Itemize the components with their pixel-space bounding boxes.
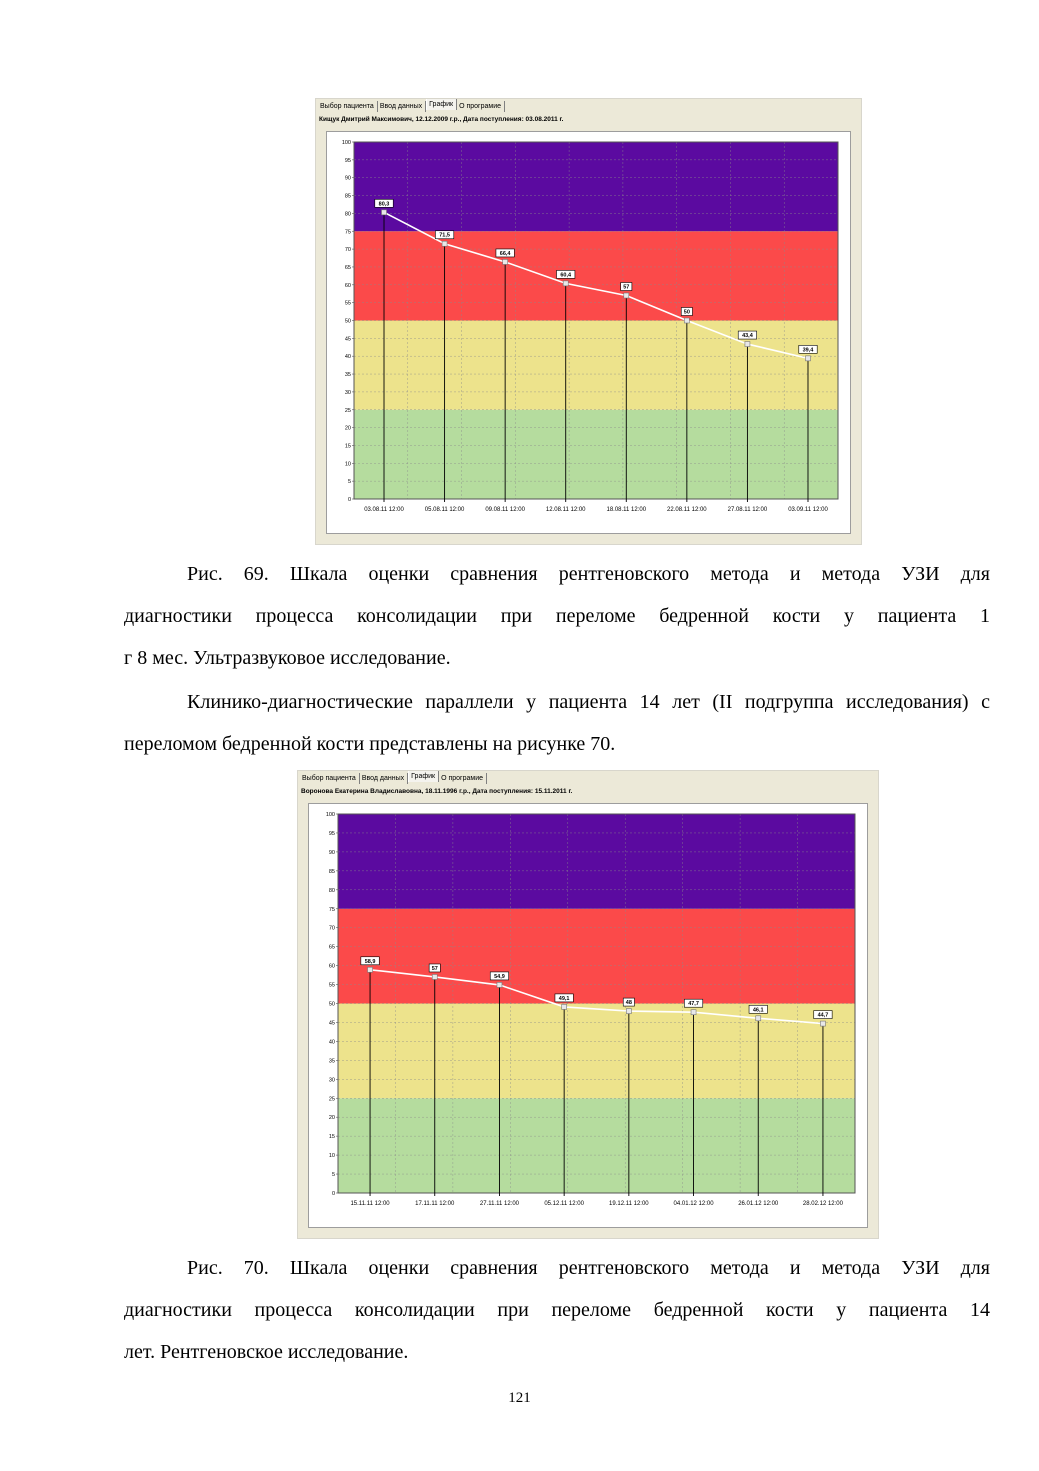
zone-band [354,142,838,231]
y-tick-label: 15 [344,443,351,450]
x-tick-label: 09.08.11 12:00 [485,507,525,513]
data-label: 58,9 [364,958,376,965]
data-label: 39,4 [802,347,814,354]
data-label: 48 [625,1000,632,1007]
y-tick-label: 35 [328,1058,335,1065]
zone-band [338,1098,855,1193]
caption-70-line-2: диагностики процесса консолидации при переломе бедренной кости у пациента 14 [124,1299,990,1321]
y-tick-label: 40 [328,1039,335,1046]
data-point [562,1004,567,1009]
y-tick-label: 80 [328,887,335,894]
y-tick-label: 15 [328,1134,335,1141]
data-point [442,241,447,246]
x-tick-label: 28.02.12 12:00 [802,1201,843,1207]
zone-band [338,1004,855,1099]
data-point [805,356,810,361]
y-tick-label: 20 [328,1115,335,1122]
data-point [691,1010,696,1015]
data-label: 66,4 [499,250,511,257]
data-point [745,342,750,347]
tab-patient-select[interactable]: Выбор пациента [318,101,378,112]
tab-data-entry[interactable]: Ввод данных [360,773,408,784]
x-tick-label: 17.11.11 12:00 [415,1201,455,1207]
y-tick-label: 75 [328,906,335,913]
x-tick-label: 26.01.12 12:00 [738,1201,779,1207]
data-point [432,974,437,979]
caption-69-line-2: диагностики процесса консолидации при переломе бедренной кости у пациента 1 [124,605,990,627]
tab-data-entry[interactable]: Ввод данных [378,101,426,112]
data-label: 80,3 [378,201,390,208]
y-tick-label: 70 [328,925,335,932]
y-tick-label: 70 [344,247,351,254]
data-label: 57 [431,965,438,972]
y-tick-label: 5 [347,479,351,486]
data-label: 50 [683,309,690,316]
zone-band [338,814,855,909]
data-label: 47,7 [688,1001,699,1008]
y-tick-label: 45 [344,336,351,343]
data-label: 49,1 [558,995,570,1002]
chart-frame [326,131,851,534]
tab-chart[interactable]: График [426,98,457,110]
y-tick-label: 5 [331,1172,335,1179]
data-point [382,210,387,215]
data-point [497,982,502,987]
data-label: 43,4 [742,333,753,340]
y-tick-label: 60 [328,963,335,970]
x-tick-label: 15.11.11 12:00 [350,1201,390,1207]
zone-band [354,410,838,499]
caption-69-line-3: г 8 мес. Ультразвуковое исследование. [124,647,451,669]
y-tick-label: 90 [328,849,335,856]
y-tick-label: 10 [328,1153,335,1160]
figure-70-screenshot [297,770,879,1239]
x-tick-label: 19.12.11 12:00 [609,1201,649,1207]
caption-70-line-3: лет. Рентгеновское исследование. [124,1341,409,1363]
zone-band [354,231,838,320]
x-tick-label: 03.09.11 12:00 [788,507,828,513]
x-tick-label: 27.11.11 12:00 [479,1201,520,1207]
body-paragraph: Клинико-диагностические параллели у пациента 14 лет (II подгруппа исследования) с переломом бедренной кости представлены на рисунке 70. [124,691,990,755]
consolidation-chart [327,132,850,533]
patient-info: Воронова Екатерина Владиславовна, 18.11.1996 г.р., Дата поступления: 15.11.2011 г. [301,788,573,795]
tab-bar [300,773,487,784]
y-tick-label: 100 [341,140,351,146]
data-point [684,318,689,323]
x-tick-label: 05.12.11 12:00 [544,1201,584,1207]
data-point [624,293,629,298]
y-tick-label: 0 [347,497,351,503]
y-tick-label: 85 [328,868,335,875]
x-tick-label: 04.01.12 12:00 [673,1201,714,1207]
data-point [563,281,568,286]
y-tick-label: 45 [328,1020,335,1027]
y-tick-label: 40 [344,354,351,361]
data-point [368,967,373,972]
y-tick-label: 65 [328,944,335,951]
caption-69-line-1: Рис. 69. Шкала оценки сравнения рентгеновского метода и метода УЗИ для [187,563,990,585]
tab-about[interactable]: О програмие [439,773,487,784]
y-tick-label: 55 [328,982,335,989]
patient-info: Кищук Дмитрий Максимович, 12.12.2009 г.р., Дата поступления: 03.08.2011 г. [319,116,564,123]
y-tick-label: 25 [344,407,351,414]
x-tick-label: 27.08.11 12:00 [727,507,768,513]
x-tick-label: 03.08.11 12:00 [364,507,404,513]
data-point [626,1009,631,1014]
data-label: 60,4 [560,272,572,279]
data-point [820,1021,825,1026]
y-tick-label: 55 [344,300,351,307]
data-label: 44,7 [817,1012,829,1019]
x-tick-label: 22.08.11 12:00 [667,507,707,513]
y-tick-label: 75 [344,229,351,236]
y-tick-label: 35 [344,372,351,379]
x-tick-label: 05.08.11 12:00 [424,507,465,513]
data-point [503,259,508,264]
y-tick-label: 25 [328,1096,335,1103]
tab-chart[interactable]: График [408,770,439,782]
data-label: 46,1 [752,1007,764,1014]
caption-70-line-1: Рис. 70. Шкала оценки сравнения рентгеновского метода и метода УЗИ для [187,1257,990,1279]
data-label: 54,9 [494,973,505,980]
y-tick-label: 85 [344,193,351,200]
y-tick-label: 60 [344,282,351,289]
x-tick-label: 18.08.11 12:00 [606,507,647,513]
figure-69-screenshot [315,98,862,545]
y-tick-label: 0 [331,1191,335,1197]
y-tick-label: 50 [328,1001,335,1008]
y-tick-label: 30 [328,1077,335,1084]
chart-frame [308,803,868,1228]
y-tick-label: 50 [344,318,351,325]
tab-patient-select[interactable]: Выбор пациента [300,773,360,784]
y-tick-label: 10 [344,461,351,468]
y-tick-label: 90 [344,175,351,182]
y-tick-label: 80 [344,211,351,218]
x-tick-label: 12.08.11 12:00 [545,507,586,513]
y-tick-label: 65 [344,264,351,271]
tab-bar [318,101,505,112]
y-tick-label: 30 [344,389,351,396]
y-tick-label: 100 [325,812,335,818]
y-tick-label: 95 [344,157,351,164]
data-label: 71,5 [439,232,450,239]
zone-band [354,321,838,410]
data-label: 57 [623,284,630,291]
y-tick-label: 95 [328,830,335,837]
page-number: 121 [508,1390,531,1406]
consolidation-chart [309,804,867,1227]
tab-about[interactable]: О програмие [457,101,505,112]
data-point [756,1016,761,1021]
y-tick-label: 20 [344,425,351,432]
